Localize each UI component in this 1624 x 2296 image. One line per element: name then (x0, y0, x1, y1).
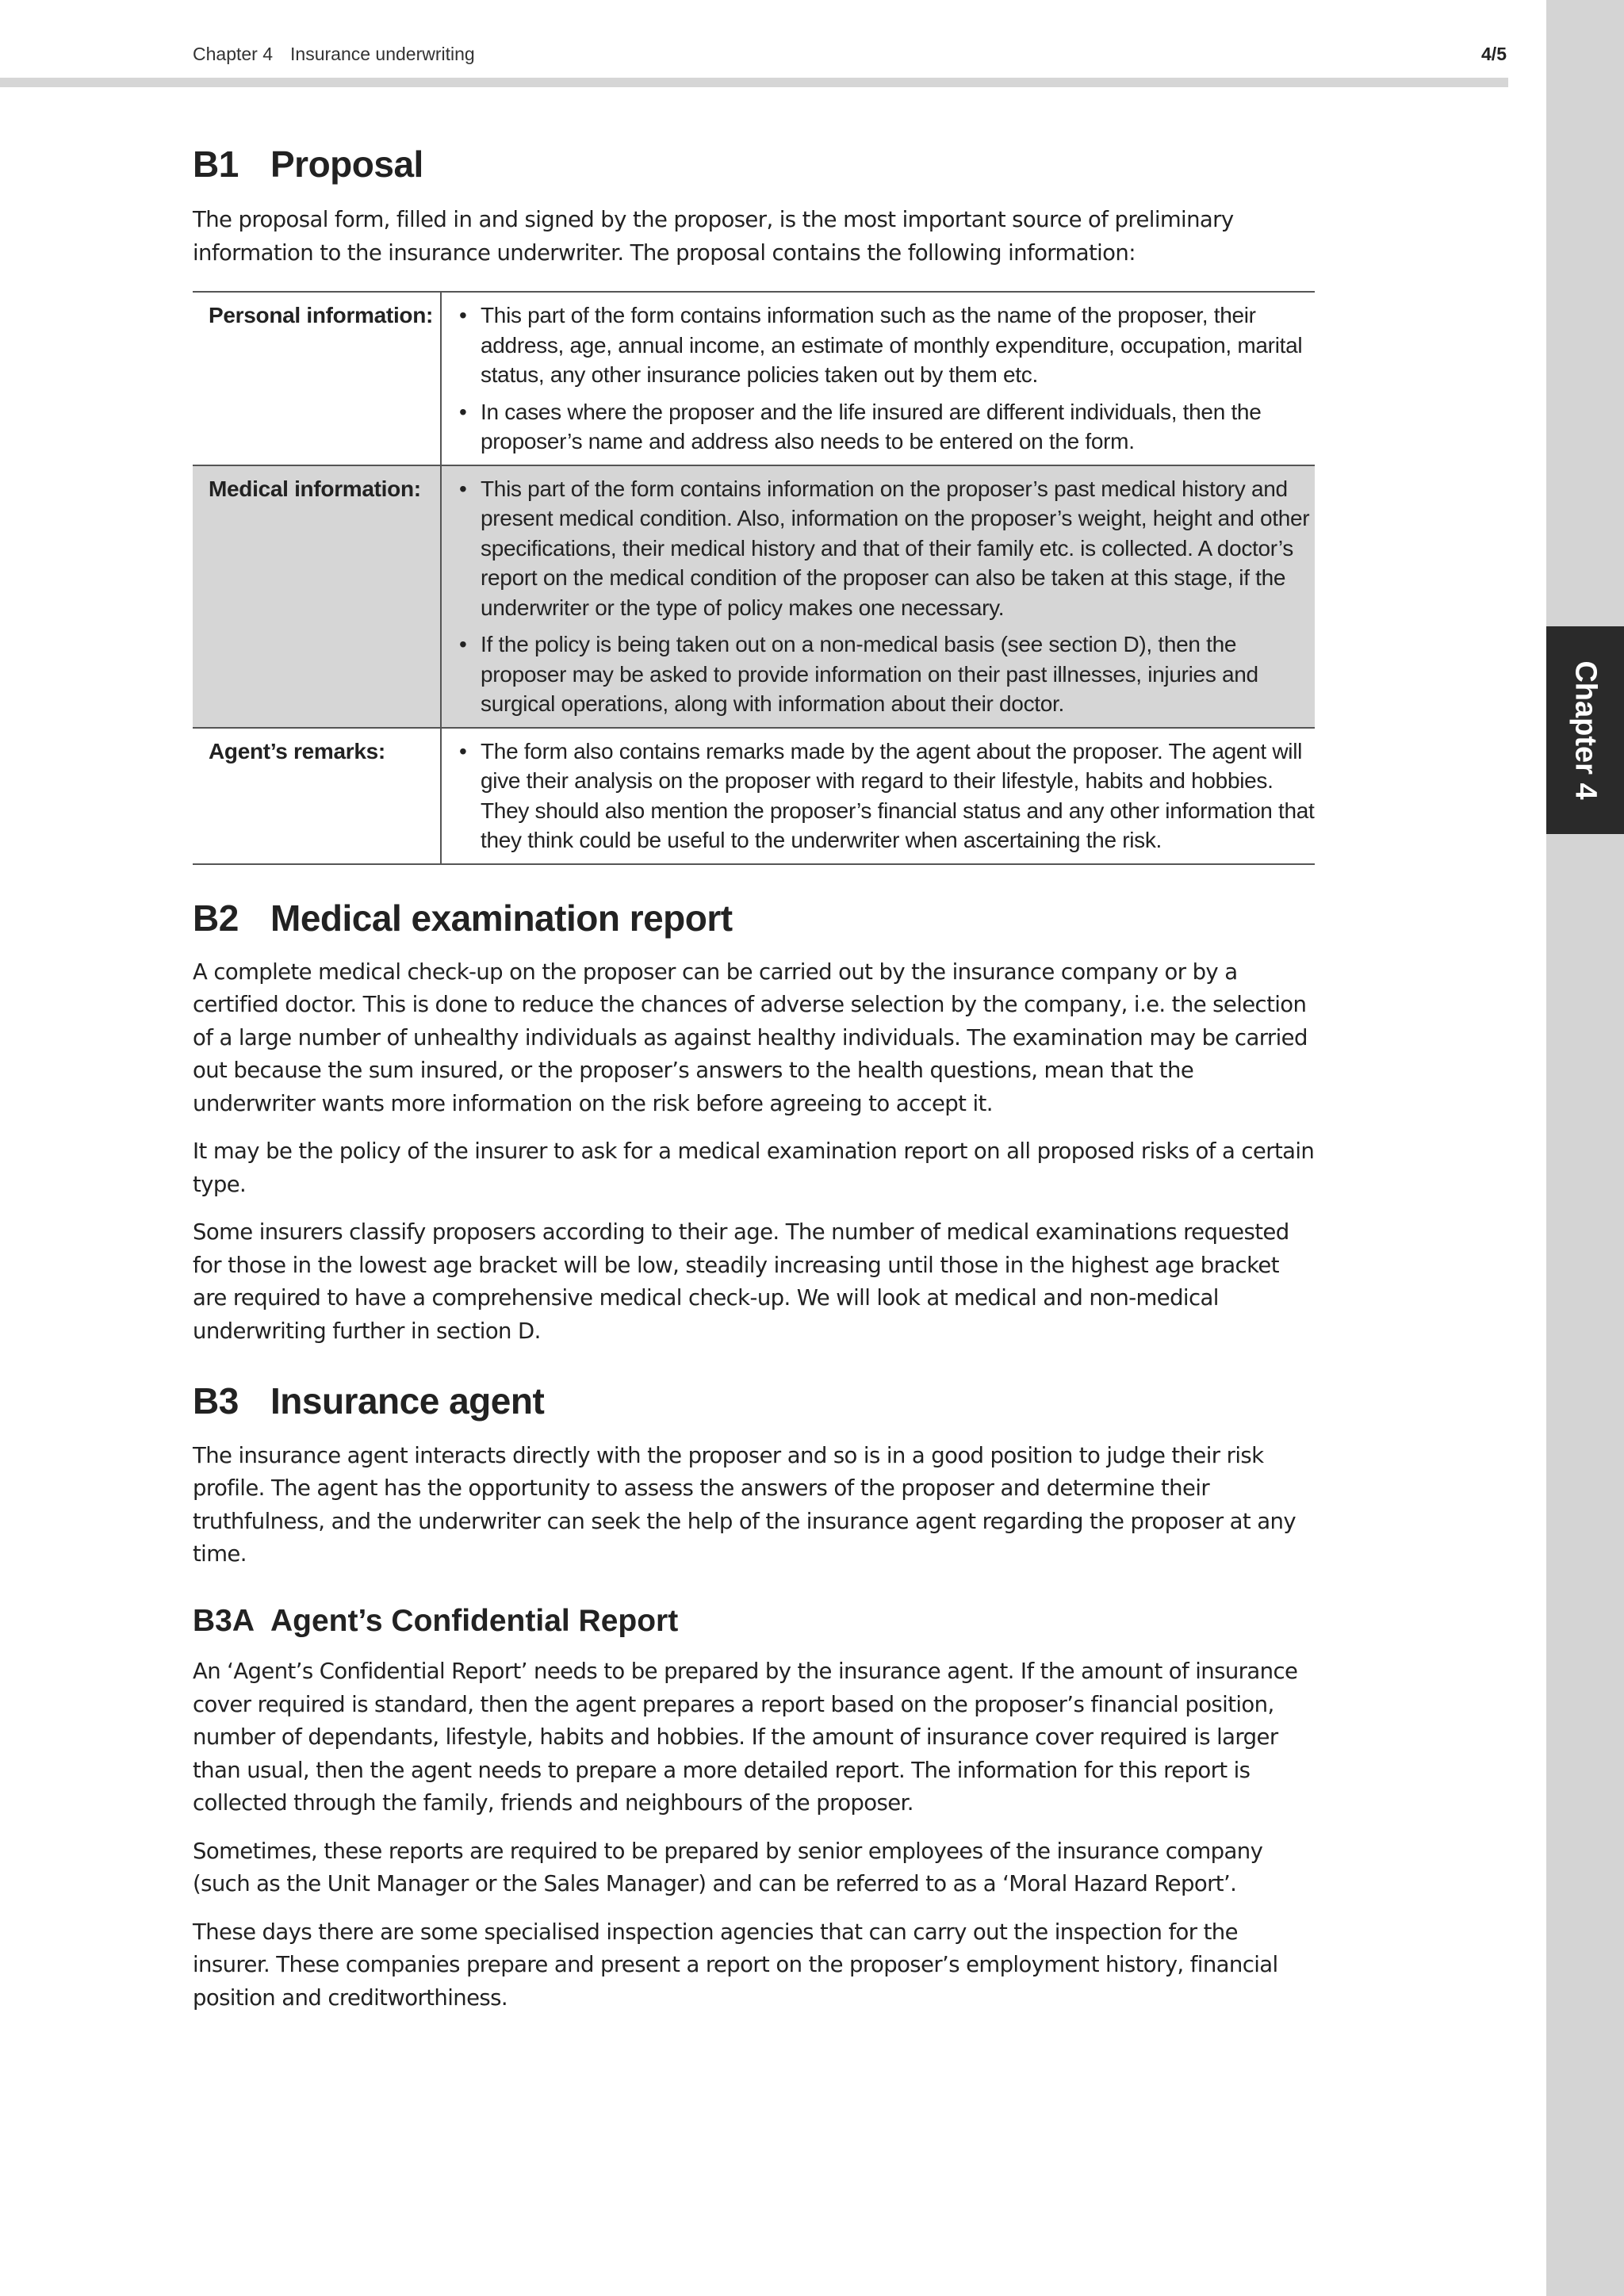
bullet-item: • This part of the form contains information on the proposer’s past medical history and present medical condition. Also, information on the proposer’s weight, height and other specifications, their medical history and that of their family etc. is collected. A doctor’s report on the medical condition of the proposer can also be taken at this stage, if the underwriter or the type of policy makes one necessary. (481, 474, 1315, 623)
page-header (0, 0, 1508, 87)
section-number: B3 (193, 1380, 239, 1422)
page-content (193, 143, 1315, 2015)
section-title: Insurance agent (270, 1380, 545, 1422)
b2-paragraph: Some insurers classify proposers according to their age. The number of medical examinations requested for those in the lowest age bracket will be low, steadily increasing until those in the highest age bracket are required to have a comprehensive medical check-up. We will look at medical and non-medical underwriting further in section D. (193, 1219, 1289, 1344)
section-number: B2 (193, 897, 239, 939)
side-strip (1546, 0, 1624, 2296)
row-content (441, 465, 1315, 728)
table-row (193, 292, 1315, 465)
row-label: Medical information: (193, 465, 441, 728)
section-title: Agent’s Confidential Report (270, 1603, 679, 1638)
section-number: B3A (193, 1603, 255, 1638)
row-label: Agent’s remarks: (193, 728, 441, 864)
row-content (441, 728, 1315, 864)
b3-paragraph: The insurance agent interacts directly with the proposer and so is in a good position to judge their risk profile. The agent has the opportunity to assess the answers of the proposer and determine their truthfulness, and the underwriter can seek the help of the insurance agent regarding the proposer at any time. (193, 1442, 1297, 1567)
section-heading-b1 (193, 143, 1315, 186)
section-number: B1 (193, 144, 239, 185)
b3a-paragraph: An ‘Agent’s Confidential Report’ needs to be prepared by the insurance agent. If the amount of insurance cover required is standard, then the agent prepares a report based on the proposer’s financial position, number of dependants, lifestyle, habits and hobbies. If the amount of insurance cover required is larger than usual, then the agent needs to prepare a more detailed report. The information for this report is collected through the family, friends and neighbours of the proposer. (193, 1659, 1298, 1816)
running-head (193, 44, 475, 65)
b3a-paragraph: These days there are some specialised inspection agencies that can carry out the inspection for the insurer. These companies prepare and present a report on the proposer’s employment history, financial position and creditworthiness. (193, 1919, 1278, 2011)
b1-intro: The proposal form, filled in and signed by the proposer, is the most important source of preliminary information to the insurance underwriter. The proposal contains the following information: (193, 207, 1234, 266)
chapter-tab-label: Chapter 4 (1568, 660, 1603, 800)
bullet-item: • The form also contains remarks made by the agent about the proposer. The agent will give their analysis on the proposer with regard to their lifestyle, habits and hobbies. They should also mention the proposer’s financial status and any other information that they think could be useful to the underwriter when ascertaining the risk. (481, 737, 1315, 855)
bullet-item: • This part of the form contains information such as the name of the proposer, their address, age, annual income, an estimate of monthly expenditure, occupation, marital status, any other insurance policies taken out by them etc. (481, 300, 1315, 390)
b2-paragraph: It may be the policy of the insurer to ask for a medical examination report on all proposed risks of a certain type. (193, 1138, 1315, 1197)
row-content (441, 292, 1315, 465)
section-title: Medical examination report (270, 897, 733, 939)
section-heading-b3a (193, 1603, 1315, 1640)
table-row (193, 465, 1315, 728)
b3a-paragraph: Sometimes, these reports are required to be prepared by senior employees of the insurance company (such as the Unit Manager or the Sales Manager) and can be referred to as a ‘Moral Hazard Report’. (193, 1838, 1263, 1897)
b2-paragraph: A complete medical check-up on the proposer can be carried out by the insurance company or by a certified doctor. This is done to reduce the chances of adverse selection by the company, i.e. the selection of a large number of unhealthy individuals as against healthy individuals. The examination may be carried out because the sum insured, or the proposer’s answers to the health questions, mean that the underwriter wants more information on the risk before agreeing to accept it. (193, 959, 1308, 1116)
section-title: Proposal (270, 144, 423, 185)
header-title: Insurance underwriting (290, 44, 475, 64)
bullet-item: • If the policy is being taken out on a non-medical basis (see section D), then the proposer may be asked to provide information on their past illnesses, injuries and surgical operations, along with information about their doctor. (481, 629, 1315, 719)
proposal-info-table (193, 291, 1315, 865)
page-number: 4/5 (1481, 44, 1507, 64)
chapter-tab (1546, 626, 1624, 834)
row-label: Personal information: (193, 292, 441, 465)
bullet-item: • In cases where the proposer and the life insured are different individuals, then the proposer’s name and address also needs to be entered on the form. (481, 397, 1315, 457)
section-heading-b3 (193, 1380, 1315, 1423)
header-chapter: Chapter 4 (193, 44, 274, 64)
table-row (193, 728, 1315, 864)
section-heading-b2 (193, 897, 1315, 940)
